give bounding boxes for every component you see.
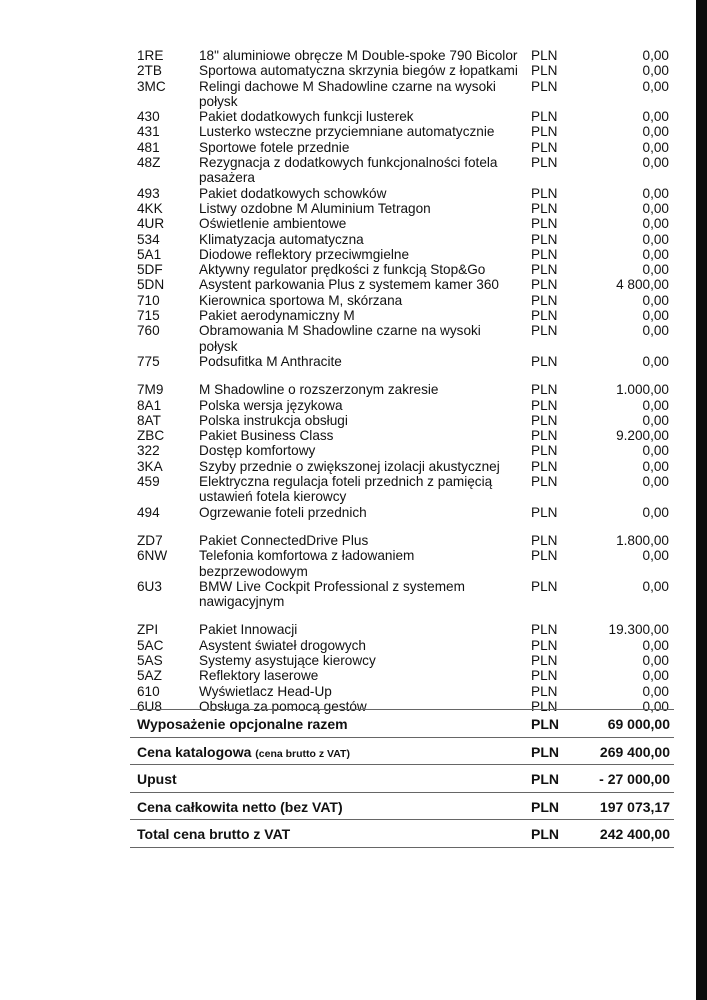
option-currency: PLN (531, 353, 558, 369)
option-price: 0,00 (642, 308, 669, 324)
summary-row (130, 820, 674, 848)
option-description: Reflektory laserowe (199, 668, 319, 684)
option-currency: PLN (531, 231, 558, 247)
option-price: 0,00 (642, 652, 669, 668)
summary-label (137, 771, 177, 787)
option-row (0, 668, 696, 683)
option-currency: PLN (531, 668, 558, 684)
option-description: Listwy ozdobne M Aluminium Tetragon (199, 200, 431, 216)
option-description: Asystent świateł drogowych (199, 637, 366, 653)
option-description: Lusterko wsteczne przyciemniane automatycznie (199, 124, 495, 140)
option-price: 0,00 (642, 698, 669, 714)
option-row (0, 382, 696, 397)
summary-label-text: Total cena brutto z VAT (137, 826, 291, 842)
option-description: BMW Live Cockpit Professional z systemem nawigacyjnym (199, 578, 465, 610)
option-description: Podsufitka M Anthracite (199, 353, 342, 369)
option-row (0, 622, 696, 637)
option-price: 1.800,00 (616, 532, 669, 548)
option-code: ZPI (137, 622, 159, 638)
option-currency: PLN (531, 277, 558, 293)
option-currency: PLN (531, 78, 558, 94)
option-description: Klimatyzacja automatyczna (199, 231, 364, 247)
option-code: 48Z (137, 155, 161, 171)
option-code: 6U8 (137, 698, 162, 714)
summary-note: (cena brutto z VAT) (255, 747, 350, 760)
option-currency: PLN (531, 155, 558, 171)
option-description: Wyświetlacz Head-Up (199, 683, 332, 699)
summary-row (130, 710, 674, 738)
option-row (0, 354, 696, 369)
option-price: 0,00 (642, 109, 669, 125)
summary-amount: 197 073,17 (599, 798, 670, 815)
option-code: 5DF (137, 262, 163, 278)
option-currency: PLN (531, 246, 558, 262)
option-currency: PLN (531, 262, 558, 278)
option-description: Systemy asystujące kierowcy (199, 652, 376, 668)
option-code: 775 (137, 353, 160, 369)
option-group (0, 533, 696, 609)
option-code: ZD7 (137, 532, 163, 548)
summary-label-text: Cena całkowita netto (bez VAT) (137, 798, 343, 815)
option-currency: PLN (531, 578, 558, 594)
option-description: Elektryczna regulacja foteli przednich z pamięcią ustawień fotela kierowcy (199, 474, 493, 505)
option-description: Asystent parkowania Plus z systemem kamer 360 (199, 277, 499, 293)
option-currency: PLN (531, 382, 558, 398)
option-row (0, 262, 696, 277)
option-row (0, 638, 696, 653)
option-row (0, 155, 696, 186)
option-row (0, 247, 696, 262)
option-description: Sportowa automatyczna skrzynia biegów z łopatkami (199, 63, 518, 79)
summary-label (137, 744, 350, 760)
summary-currency: PLN (531, 716, 559, 732)
option-row (0, 533, 696, 548)
option-row (0, 684, 696, 699)
option-code: 2TB (137, 63, 162, 79)
option-description: Pakiet aerodynamiczny M (199, 308, 355, 324)
option-row (0, 124, 696, 139)
option-price: 0,00 (642, 231, 669, 247)
option-price: 0,00 (642, 474, 669, 490)
option-currency: PLN (531, 63, 558, 79)
option-code: 5AC (137, 637, 164, 653)
option-currency: PLN (531, 443, 558, 459)
options-list (0, 48, 696, 727)
option-code: 5AS (137, 652, 163, 668)
option-price: 19.300,00 (608, 622, 669, 638)
option-description: M Shadowline o rozszerzonym zakresie (199, 382, 439, 398)
option-description: Rezygnacja z dodatkowych funkcjonalności fotela pasażera (199, 155, 498, 186)
option-currency: PLN (531, 652, 558, 668)
option-description: Aktywny regulator prędkości z funkcją Stop&Go (199, 262, 486, 278)
option-currency: PLN (531, 458, 558, 474)
option-row (0, 398, 696, 413)
option-description: Kierownica sportowa M, skórzana (199, 292, 403, 308)
option-price: 0,00 (642, 246, 669, 262)
option-price: 0,00 (642, 63, 669, 79)
option-currency: PLN (531, 397, 558, 413)
option-description: Oświetlenie ambientowe (199, 216, 347, 232)
option-group (0, 48, 696, 369)
option-currency: PLN (531, 548, 558, 564)
option-currency: PLN (531, 124, 558, 140)
summary-amount: 69 000,00 (607, 716, 670, 732)
option-row (0, 232, 696, 247)
option-currency: PLN (531, 216, 558, 232)
summary-label-text: Cena katalogowa (137, 743, 252, 760)
summary-label (137, 826, 290, 842)
option-row (0, 505, 696, 520)
option-description: Pakiet Business Class (199, 428, 334, 444)
option-code: 534 (137, 231, 160, 247)
option-group (0, 622, 696, 714)
summary-row (130, 765, 674, 793)
summary-amount: - 27 000,00 (599, 771, 670, 787)
option-currency: PLN (531, 323, 558, 339)
option-currency: PLN (531, 428, 558, 444)
option-row (0, 459, 696, 474)
option-code: 493 (137, 185, 160, 201)
summary-amount: 242 400,00 (599, 826, 670, 842)
option-price: 0,00 (642, 443, 669, 459)
option-price: 0,00 (642, 139, 669, 155)
option-currency: PLN (531, 683, 558, 699)
option-price: 0,00 (642, 504, 669, 520)
summary-currency: PLN (531, 743, 559, 760)
option-currency: PLN (531, 200, 558, 216)
option-currency: PLN (531, 532, 558, 548)
option-row (0, 428, 696, 443)
option-code: 7M9 (137, 382, 164, 398)
option-price: 0,00 (642, 48, 669, 63)
option-code: 430 (137, 109, 160, 125)
option-description: Pakiet dodatkowych schowków (199, 185, 387, 201)
option-row (0, 293, 696, 308)
option-code: 5DN (137, 277, 165, 293)
option-price: 0,00 (642, 668, 669, 684)
option-currency: PLN (531, 474, 558, 490)
watermark: otomoto (8, 970, 63, 987)
summary-label (137, 799, 343, 815)
option-price: 0,00 (642, 292, 669, 308)
option-price: 0,00 (642, 262, 669, 278)
option-price: 0,00 (642, 353, 669, 369)
option-price: 0,00 (642, 185, 669, 201)
option-row (0, 323, 696, 354)
option-currency: PLN (531, 698, 558, 714)
option-currency: PLN (531, 412, 558, 428)
option-description: 18" aluminiowe obręcze M Double-spoke 790 Bicolor (199, 48, 518, 63)
option-row (0, 308, 696, 323)
option-currency: PLN (531, 637, 558, 653)
option-row (0, 140, 696, 155)
summary-label (137, 716, 348, 732)
option-row (0, 216, 696, 231)
option-row (0, 186, 696, 201)
option-description: Pakiet ConnectedDrive Plus (199, 532, 369, 548)
option-code: 6U3 (137, 578, 162, 594)
summary-label-text: Wyposażenie opcjonalne razem (137, 716, 348, 732)
option-code: 760 (137, 323, 160, 339)
option-price: 4 800,00 (616, 277, 669, 293)
option-currency: PLN (531, 622, 558, 638)
option-code: 715 (137, 308, 160, 324)
option-row (0, 443, 696, 458)
option-code: 8AT (137, 412, 161, 428)
option-price: 0,00 (642, 323, 669, 339)
option-price: 0,00 (642, 78, 669, 94)
option-row (0, 79, 696, 110)
option-code: 481 (137, 139, 160, 155)
option-description: Relingi dachowe M Shadowline czarne na wysoki połysk (199, 78, 496, 109)
option-description: Pakiet dodatkowych funkcji lusterek (199, 109, 414, 125)
option-description: Ogrzewanie foteli przednich (199, 504, 367, 520)
option-row (0, 63, 696, 78)
summary-label-text: Upust (137, 771, 177, 787)
option-code: 4UR (137, 216, 165, 232)
option-code: 8A1 (137, 397, 162, 413)
option-code: 4KK (137, 200, 163, 216)
option-code: 322 (137, 443, 160, 459)
option-price: 0,00 (642, 200, 669, 216)
option-code: 3MC (137, 78, 166, 94)
option-row (0, 277, 696, 292)
option-price: 0,00 (642, 578, 669, 594)
price-summary (130, 709, 674, 848)
option-row (0, 201, 696, 216)
option-price: 0,00 (642, 458, 669, 474)
option-currency: PLN (531, 504, 558, 520)
option-description: Sportowe fotele przednie (199, 139, 350, 155)
option-row (0, 548, 696, 579)
option-price: 9.200,00 (616, 428, 669, 444)
option-description: Dostęp komfortowy (199, 443, 316, 459)
option-row (0, 474, 696, 505)
option-price: 0,00 (642, 412, 669, 428)
option-row (0, 413, 696, 428)
option-currency: PLN (531, 185, 558, 201)
option-code: 5A1 (137, 246, 162, 262)
option-row (0, 653, 696, 668)
option-currency: PLN (531, 109, 558, 125)
option-code: 610 (137, 683, 160, 699)
option-price: 0,00 (642, 216, 669, 232)
option-description: Obsługa za pomocą gestów (199, 698, 367, 714)
summary-row (130, 738, 674, 766)
option-code: ZBC (137, 428, 165, 444)
option-description: Szyby przednie o zwiększonej izolacji akustycznej (199, 458, 500, 474)
summary-currency: PLN (531, 798, 559, 815)
option-description: Obramowania M Shadowline czarne na wysoki połysk (199, 323, 481, 354)
option-description: Polska instrukcja obsługi (199, 412, 348, 428)
option-group (0, 382, 696, 520)
option-description: Polska wersja językowa (199, 397, 343, 413)
option-description: Diodowe reflektory przeciwmgielne (199, 246, 410, 262)
option-currency: PLN (531, 292, 558, 308)
option-code: 431 (137, 124, 160, 140)
option-price: 0,00 (642, 155, 669, 171)
option-row (0, 109, 696, 124)
option-price: 0,00 (642, 548, 669, 564)
option-price: 0,00 (642, 683, 669, 699)
option-code: 710 (137, 292, 160, 308)
option-row (0, 48, 696, 63)
summary-amount: 269 400,00 (599, 743, 670, 760)
option-row (0, 579, 696, 610)
summary-currency: PLN (531, 826, 559, 842)
option-currency: PLN (531, 48, 558, 63)
option-description: Pakiet Innowacji (199, 622, 298, 638)
option-price: 0,00 (642, 397, 669, 413)
option-currency: PLN (531, 139, 558, 155)
option-price: 0,00 (642, 124, 669, 140)
option-currency: PLN (531, 308, 558, 324)
summary-row (130, 793, 674, 821)
option-code: 459 (137, 474, 160, 490)
summary-currency: PLN (531, 771, 559, 787)
option-price: 0,00 (642, 637, 669, 653)
option-code: 5AZ (137, 668, 162, 684)
option-description: Telefonia komfortowa z ładowaniem bezprzewodowym (199, 548, 415, 579)
option-code: 494 (137, 504, 160, 520)
option-code: 3KA (137, 458, 163, 474)
option-code: 1RE (137, 48, 164, 63)
option-code: 6NW (137, 548, 168, 564)
option-price: 1.000,00 (616, 382, 669, 398)
